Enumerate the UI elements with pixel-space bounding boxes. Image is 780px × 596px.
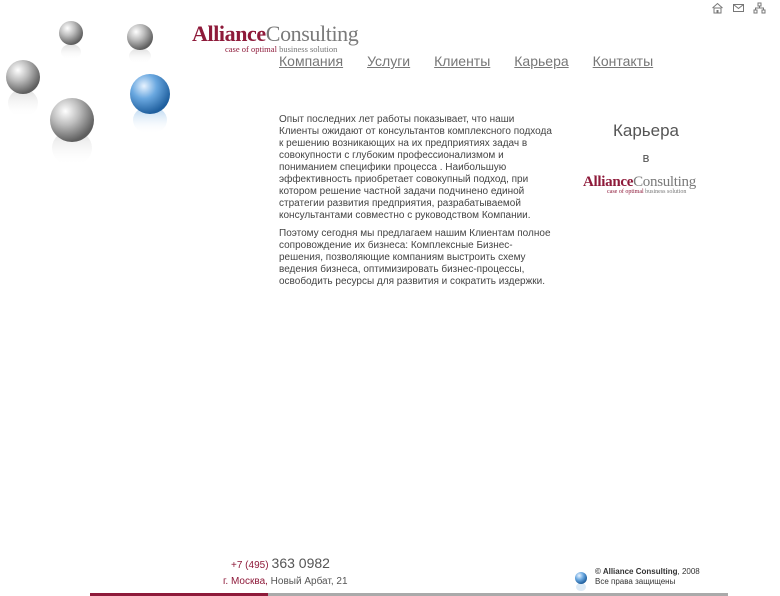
nav-item-company[interactable]: Компания [279, 53, 344, 69]
address-street: Новый Арбат, 21 [267, 576, 348, 587]
career-logo-tagline: case of optimal business solution [607, 189, 687, 195]
main-nav [279, 53, 677, 69]
nav-item-clients[interactable]: Клиенты [434, 53, 491, 69]
footer-address [223, 576, 348, 587]
nav-item-services[interactable]: Услуги [367, 53, 411, 69]
address-city: г. Москва, [223, 576, 268, 587]
phone-code: +7 (495) [231, 560, 269, 571]
site-logo[interactable] [192, 22, 358, 54]
content-paragraph: Поэтому сегодня мы предлагаем нашим Клиентам полное сопровождение их бизнеса: Комплексные Бизнес-решения, позволяющие компаниям выстроить схему ведения бизнеса, оптимизировать бизнес-процессы, освободить ресурсы для развития и сократить издержки. [279, 228, 551, 287]
sphere-reflection [129, 48, 151, 64]
career-title: Карьера [612, 121, 680, 140]
career-in-label: в [642, 150, 650, 165]
sitemap-icon[interactable] [753, 2, 766, 14]
nav-item-contacts[interactable]: Контакты [592, 53, 654, 69]
mail-icon[interactable] [732, 2, 745, 14]
home-icon[interactable] [711, 2, 724, 14]
copyright-company: © Alliance Consulting [595, 567, 678, 576]
career-logo [580, 174, 712, 195]
sphere-blue [130, 74, 170, 114]
sphere [6, 60, 40, 94]
footer-copyright [595, 567, 700, 587]
utility-icons [711, 2, 766, 14]
footer-sphere-icon [574, 570, 588, 592]
main-content [279, 114, 555, 294]
decorative-spheres [0, 0, 200, 180]
content-paragraph: Опыт последних лет работы показывает, что наши Клиенты ожидают от консультантов комплексного подхода к решению возникающих на их предприятиях задач в совокупности с глубоким профессионализмом и пониманием специфики процесса . Наибольшую эффективность приобретает совокупный подход, при котором решение частной задачи подчинено единой стратегии развития предприятия, разрабатываемой консультантами совместно с руководством Компании. [279, 114, 552, 221]
career-logo-wordmark: AllianceConsulting [583, 174, 696, 190]
copyright-year: , 2008 [677, 567, 700, 576]
sphere [50, 98, 94, 142]
career-promo[interactable] [580, 121, 712, 195]
copyright-rights: Все права защищены [595, 577, 676, 586]
sphere [127, 24, 153, 50]
sphere-reflection [61, 44, 81, 60]
logo-tagline: case of optimal business solution [225, 44, 338, 54]
logo-wordmark: AllianceConsulting [192, 21, 359, 46]
sphere [59, 21, 83, 45]
nav-item-career[interactable]: Карьера [514, 53, 569, 69]
phone-number: 363 0982 [271, 555, 330, 571]
footer-phone [231, 555, 330, 573]
